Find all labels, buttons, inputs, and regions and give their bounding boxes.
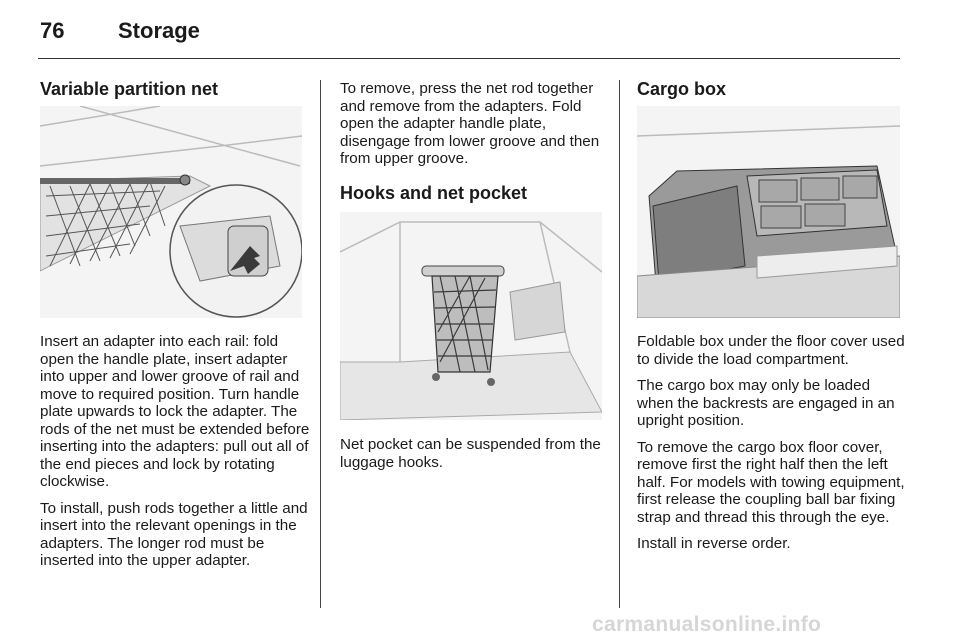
- column-1-text: [40, 333, 310, 579]
- page-number: 76: [40, 18, 65, 43]
- column-1: [40, 78, 308, 100]
- section-heading: Variable partition net: [40, 79, 219, 99]
- paragraph: Net pocket can be suspended from the luggage hooks.: [340, 436, 601, 471]
- paragraph: Install in reverse order.: [637, 535, 791, 552]
- column-3: [637, 78, 907, 100]
- paragraph: The cargo box may only be loaded when the backrests are engaged in an upright position.: [637, 377, 895, 429]
- column-2-text: [340, 436, 606, 480]
- column-2: [340, 80, 606, 204]
- header-rule: [38, 58, 900, 59]
- partition-net-illustration: [40, 106, 302, 318]
- paragraph: To remove the cargo box floor cover, remove first the right half then the left half. For models with towing equipment, first release the coupling ball bar fixing strap and thread this through the eye.: [637, 438, 905, 526]
- paragraph: To remove, press the net rod together and remove from the adapters. Fold open the adapter handle plate, disengage from lower groove and then from upper groove.: [340, 80, 600, 167]
- chapter-title: Storage: [118, 18, 200, 43]
- paragraph: Foldable box under the floor cover used to divide the load compartment.: [637, 333, 905, 368]
- paragraph: To install, push rods together a little and insert into the relevant openings in the adapters. The longer rod must be inserted into the upper adapter.: [40, 499, 308, 569]
- section-heading: Cargo box: [637, 79, 727, 99]
- watermark: carmanualsonline.info: [592, 613, 822, 636]
- net-pocket-illustration: [340, 212, 602, 420]
- paragraph: Insert an adapter into each rail: fold open the handle plate, insert adapter into upper and lower groove of rail and move to required position. Turn handle plate upwards to lock the adapter. The rods of the net must be extended before inserting into the adapters: pull out all of the end pieces and lock by rotating clockwise.: [40, 333, 310, 490]
- column-divider: [619, 80, 620, 608]
- cargo-box-illustration: [637, 106, 900, 318]
- section-heading: Hooks and net pocket: [340, 182, 528, 203]
- column-3-text: [637, 333, 909, 562]
- column-divider: [320, 80, 321, 608]
